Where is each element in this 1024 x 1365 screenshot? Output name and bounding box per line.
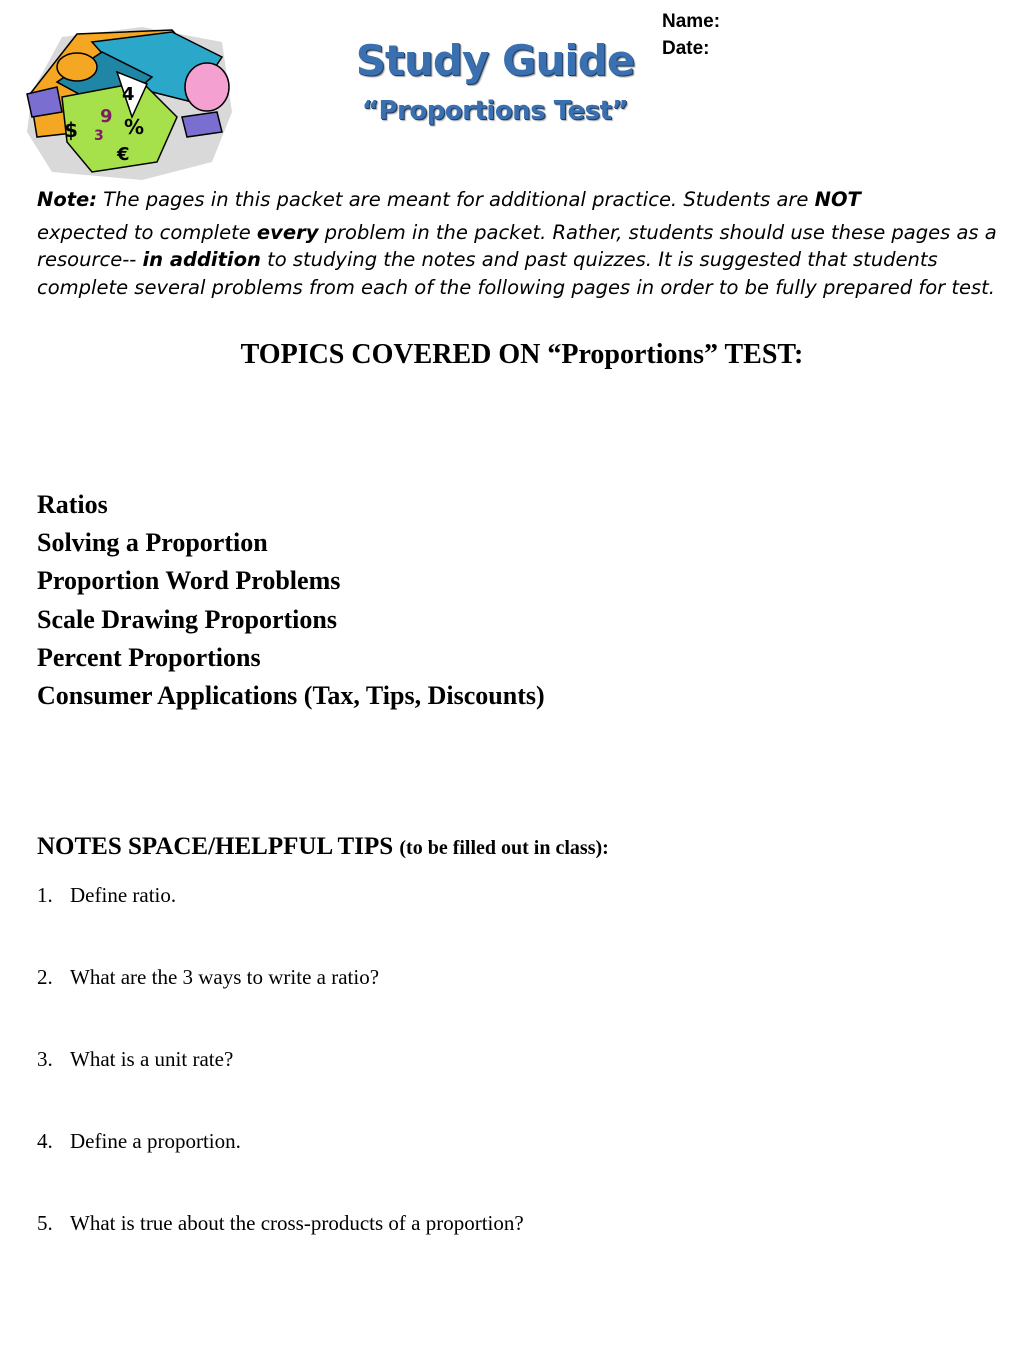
topic-item: Solving a Proportion [37,528,268,558]
math-book-clipart-icon [22,22,237,182]
name-label: Name: [662,11,721,32]
note-first-line [37,186,1017,214]
question-item [37,1129,524,1211]
question-text: Define ratio. [70,883,177,907]
note-emphasis-every: every [256,220,319,244]
question-text: Define a proportion. [70,1129,241,1153]
notes-heading [37,833,609,861]
svg-text:%: % [124,115,145,139]
svg-text:9: 9 [100,106,113,127]
questions-list [37,883,524,1293]
note-emphasis-in-addition: in addition [142,248,261,271]
note-emphasis-not: NOT [814,188,861,211]
question-number: 5. [37,1211,53,1235]
notes-heading-sub: (to be filled out in class): [399,837,609,859]
topics-heading: TOPICS COVERED ON “Proportions” TEST: [240,339,804,370]
svg-text:3: 3 [94,128,104,144]
question-item [37,1047,524,1129]
page-subtitle: “Proportions Test” [361,96,629,126]
note-label: Note: [37,188,98,211]
topics-list [37,486,545,715]
note-text-4: to studying the notes and past quizzes. It is suggested that students complete several problems from each of the following pages in order to be fully prepared for test. [37,248,996,299]
svg-text:4: 4 [122,84,135,105]
topic-item: Proportion Word Problems [37,566,341,596]
topic-item: Percent Proportions [37,642,261,672]
date-label: Date: [662,38,710,59]
note-text-2: expected to complete [37,220,251,244]
topic-item: Ratios [37,490,108,519]
question-number: 1. [37,883,53,907]
topic-item: Consumer Applications (Tax, Tips, Discounts) [37,681,545,711]
question-text: What is a unit rate? [70,1047,234,1071]
topic-item: Scale Drawing Proportions [37,604,337,634]
page-title: Study Guide [355,36,635,85]
note-text-1: The pages in this packet are meant for additional practice. Students are [103,188,809,211]
question-item [37,883,524,965]
svg-text:$: $ [64,118,78,142]
svg-text:€: € [117,144,130,165]
note-paragraph [37,186,1017,301]
question-number: 3. [37,1047,53,1071]
question-text: What is true about the cross-products of a proportion? [70,1211,524,1235]
question-number: 2. [37,965,53,989]
notes-heading-main: NOTES SPACE/HELPFUL TIPS [37,833,394,860]
question-number: 4. [37,1129,53,1153]
question-item [37,965,524,1047]
note-text-3: problem in the packet. Rather, students should use these pages as a resource-- [37,220,997,271]
question-text: What are the 3 ways to write a ratio? [70,965,380,989]
question-item [37,1211,524,1293]
